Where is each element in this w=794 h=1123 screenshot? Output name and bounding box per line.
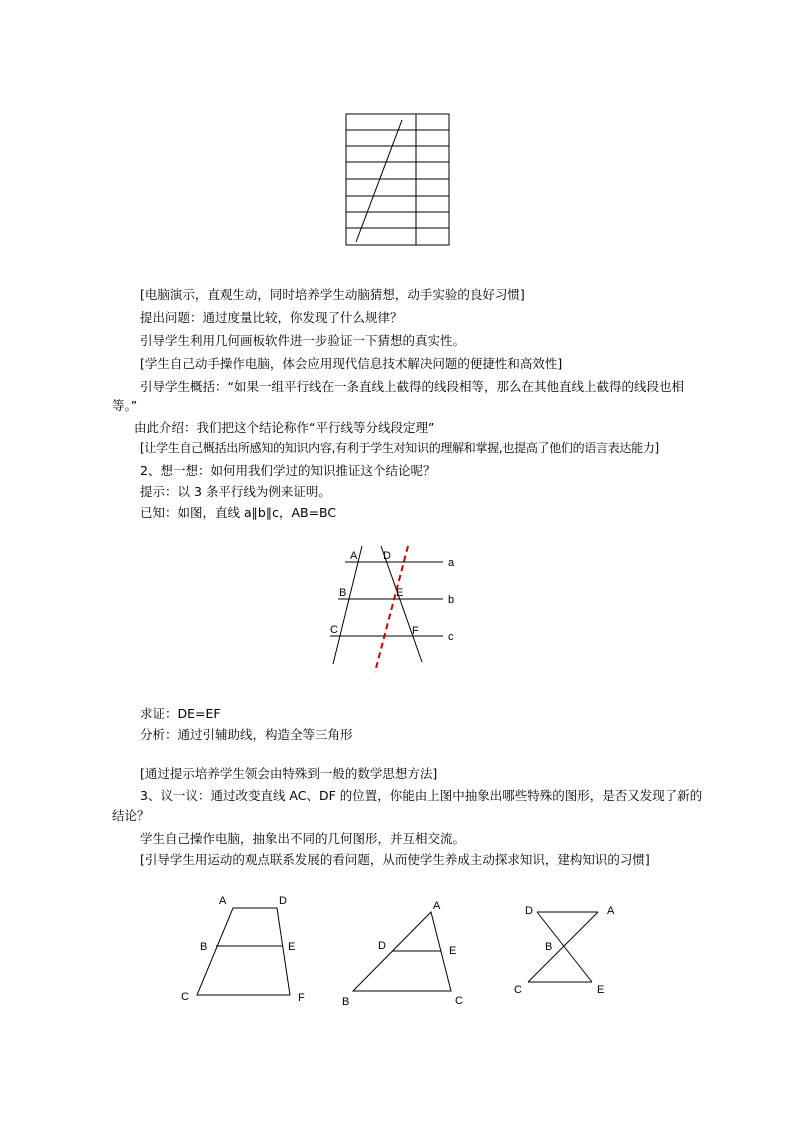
paragraph: [引导学生用运动的观点联系发展的看问题，从而使学生养成主动探求知识，建构知识的习惯] xyxy=(140,852,650,867)
paragraph: [电脑演示，直观生动，同时培养学生动脑猜想，动手实验的良好习惯] xyxy=(140,287,525,302)
line-label-c: c xyxy=(448,631,454,643)
paragraph: 引导学生利用几何画板软件进一步验证一下猜想的真实性。 xyxy=(140,333,466,348)
paragraph: 分析：通过引辅助线，构造全等三角形 xyxy=(140,727,353,742)
paragraph: 等。” xyxy=(112,398,138,413)
point-label-d: D xyxy=(279,895,287,907)
point-label-a: A xyxy=(219,895,227,907)
point-label-d: D xyxy=(378,940,386,952)
paragraph: 提示：以 3 条平行线为例来证明。 xyxy=(140,484,331,499)
paragraph: [学生自己动手操作电脑，体会应用现代信息技术解决问题的便捷性和高效性] xyxy=(140,356,563,371)
point-label-c: C xyxy=(330,624,338,636)
paragraph: 2、想一想：如何用我们学过的知识推证这个结论呢？ xyxy=(140,463,436,478)
paragraph: 提出问题：通过度量比较，你发现了什么规律？ xyxy=(140,310,403,325)
diagonal-a-c xyxy=(528,912,598,982)
paragraph: [通过提示培养学生领会由特殊到一般的数学思想方法] xyxy=(140,766,438,781)
paragraph: 3、议一议：通过改变直线 AC、DF 的位置，你能由上图中抽象出哪些特殊的图形，是否又发现了新的 xyxy=(140,788,703,803)
point-label-a: A xyxy=(607,905,615,917)
line-label-b: b xyxy=(448,594,455,606)
point-label-a: A xyxy=(350,550,358,562)
point-label-e: E xyxy=(597,984,605,996)
point-label-b: B xyxy=(342,996,350,1008)
paragraph: 引导学生概括：“如果一组平行线在一条直线上截得的线段相等，那么在其他直线上截得的线段也相 xyxy=(140,379,684,394)
paragraph: 由此介绍：我们把这个结论称作“平行线等分线段定理” xyxy=(134,420,435,435)
paragraph: 结论？ xyxy=(112,808,150,823)
paragraph: 求证：DE=EF xyxy=(140,706,221,721)
point-label-f: F xyxy=(298,992,305,1004)
point-label-b: B xyxy=(545,941,553,953)
point-label-d: D xyxy=(383,550,391,562)
line-label-a: a xyxy=(448,557,455,569)
point-label-c: C xyxy=(455,995,463,1007)
point-label-a: A xyxy=(433,900,441,912)
point-label-d: D xyxy=(525,905,533,917)
point-label-b: B xyxy=(339,587,347,599)
point-label-c: C xyxy=(181,991,189,1003)
point-label-e: E xyxy=(396,587,404,599)
paragraph: 学生自己操作电脑，抽象出不同的几何图形，并互相交流。 xyxy=(140,831,466,846)
paragraph: 已知：如图，直线 a∥b∥c，AB=BC xyxy=(140,505,337,520)
point-label-b: B xyxy=(200,941,208,953)
point-label-e: E xyxy=(288,941,296,953)
point-label-e: E xyxy=(449,945,457,957)
paragraph: [让学生自己概括出所感知的知识内容,有利于学生对知识的理解和掌握,也提高了他们的语言表达能力] xyxy=(140,441,659,455)
point-label-c: C xyxy=(514,984,522,996)
point-label-f: F xyxy=(412,625,419,637)
